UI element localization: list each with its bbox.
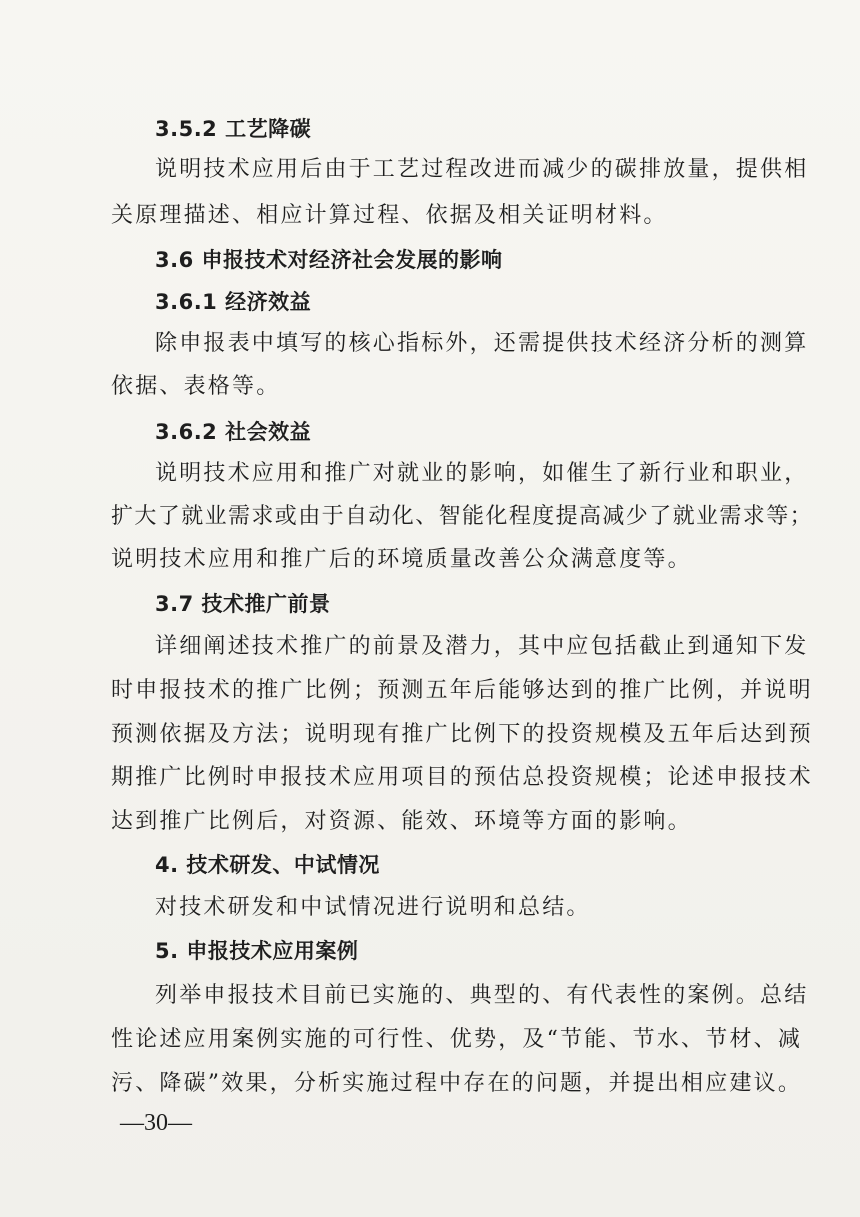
paragraph-line: 期推广比例时申报技术应用项目的预估总投资规模；论述申报技术 bbox=[111, 765, 813, 790]
paragraph-line: 依据、表格等。 bbox=[111, 374, 281, 399]
section-heading-5: 5. 申报技术应用案例 bbox=[155, 939, 359, 963]
paragraph-line: 污、降碳”效果，分析实施过程中存在的问题，并提出相应建议。 bbox=[111, 1071, 803, 1096]
paragraph-line: 关原理描述、相应计算过程、依据及相关证明材料。 bbox=[111, 203, 668, 228]
paragraph-line: 预测依据及方法；说明现有推广比例下的投资规模及五年后达到预 bbox=[111, 722, 813, 747]
section-heading-3-7: 3.7 技术推广前景 bbox=[155, 592, 331, 616]
section-heading-3-6-2: 3.6.2 社会效益 bbox=[155, 420, 312, 444]
paragraph-line: 说明技术应用和推广对就业的影响，如催生了新行业和职业， bbox=[155, 461, 809, 486]
paragraph-line: 扩大了就业需求或由于自动化、智能化程度提高减少了就业需求等； bbox=[111, 504, 814, 529]
paragraph-line: 详细阐述技术推广的前景及潜力，其中应包括截止到通知下发 bbox=[155, 634, 809, 659]
paragraph-line: 除申报表中填写的核心指标外，还需提供技术经济分析的测算 bbox=[155, 331, 809, 356]
paragraph-line: 说明技术应用后由于工艺过程改进而减少的碳排放量，提供相 bbox=[155, 157, 809, 182]
section-heading-4: 4. 技术研发、中试情况 bbox=[155, 853, 380, 877]
section-heading-3-5-2: 3.5.2 工艺降碳 bbox=[155, 117, 312, 141]
paragraph-line: 时申报技术的推广比例；预测五年后能够达到的推广比例，并说明 bbox=[111, 678, 813, 703]
paragraph-line: 说明技术应用和推广后的环境质量改善公众满意度等。 bbox=[111, 547, 692, 572]
page-number: —30— bbox=[120, 1110, 192, 1136]
section-heading-3-6: 3.6 申报技术对经济社会发展的影响 bbox=[155, 248, 503, 272]
paragraph-line: 列举申报技术目前已实施的、典型的、有代表性的案例。总结 bbox=[155, 983, 809, 1008]
paragraph-line: 对技术研发和中试情况进行说明和总结。 bbox=[155, 895, 591, 920]
paragraph-line: 达到推广比例后，对资源、能效、环境等方面的影响。 bbox=[111, 809, 692, 834]
paragraph-line: 性论述应用案例实施的可行性、优势，及“节能、节水、节材、减 bbox=[111, 1027, 803, 1052]
section-heading-3-6-1: 3.6.1 经济效益 bbox=[155, 290, 312, 314]
